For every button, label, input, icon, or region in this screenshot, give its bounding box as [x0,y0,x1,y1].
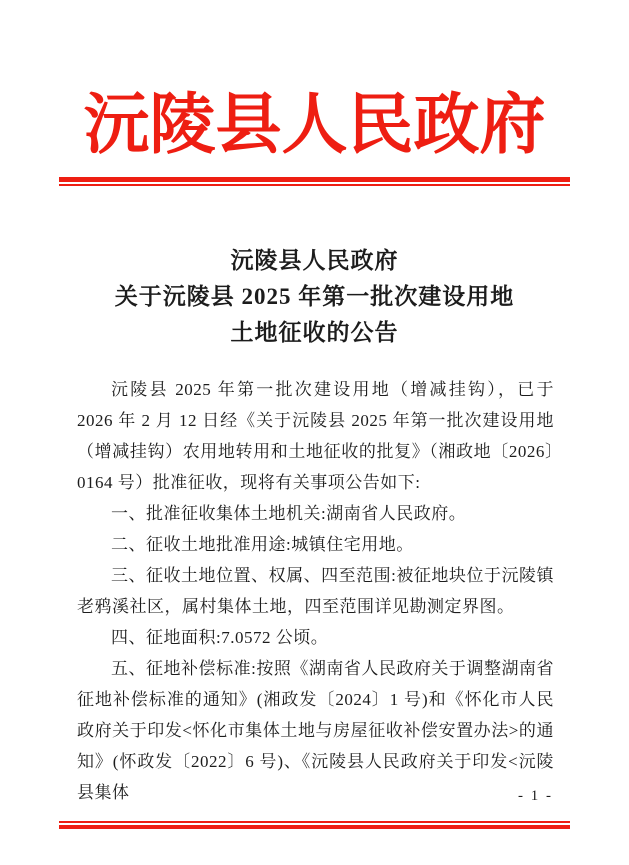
doc-title-line-1: 沅陵县人民政府 [230,248,399,273]
body-paragraph-item-2: 二、征收土地批准用途:城镇住宅用地。 [111,535,414,554]
letterhead-divider-thick-line [59,177,570,182]
body-paragraph-intro: 沅陵县 2025 年第一批次建设用地（增减挂钩），已于 2026 年 2 月 12 日经《关于沅陵县 2025 年第一批次建设用地（增减挂钩）农用地转用和土地征收的批复》（湘政地〔2026〕0164 号）批准征收，现将有关事项公告如下: [77,380,554,492]
doc-title-line-3: 土地征收的公告 [230,320,399,345]
page-number: - 1 - [518,788,553,804]
footer-divider-thick-line [59,825,570,829]
body-paragraph-item-1: 一、批准征收集体土地机关:湖南省人民政府。 [111,504,467,523]
doc-title [0,243,629,351]
body-paragraph-item-3: 三、征收土地位置、权属、四至范围:被征地块位于沅陵镇老鸦溪社区，属村集体土地，四至范围详见勘测定界图。 [77,566,554,616]
letterhead-divider-thin-line [59,184,570,186]
footer-divider-thin-line [59,821,570,823]
footer-divider [59,821,570,829]
body-paragraph-item-4: 四、征地面积:7.0572 公顷。 [111,628,329,647]
body-paragraph-item-5: 五、征地补偿标准:按照《湖南省人民政府关于调整湖南省征地补偿标准的通知》(湘政发〔2024〕1 号)和《怀化市人民政府关于印发<怀化市集体土地与房屋征收补偿安置办法>的通知》(怀政发〔2022〕6 号)、《沅陵县人民政府关于印发<沅陵县集体 [77,659,554,802]
letterhead-divider [59,177,570,186]
letterhead-title: 沅陵县人民政府 [83,89,546,162]
doc-title-line-2: 关于沅陵县 2025 年第一批次建设用地 [114,284,515,309]
doc-body [77,374,554,808]
